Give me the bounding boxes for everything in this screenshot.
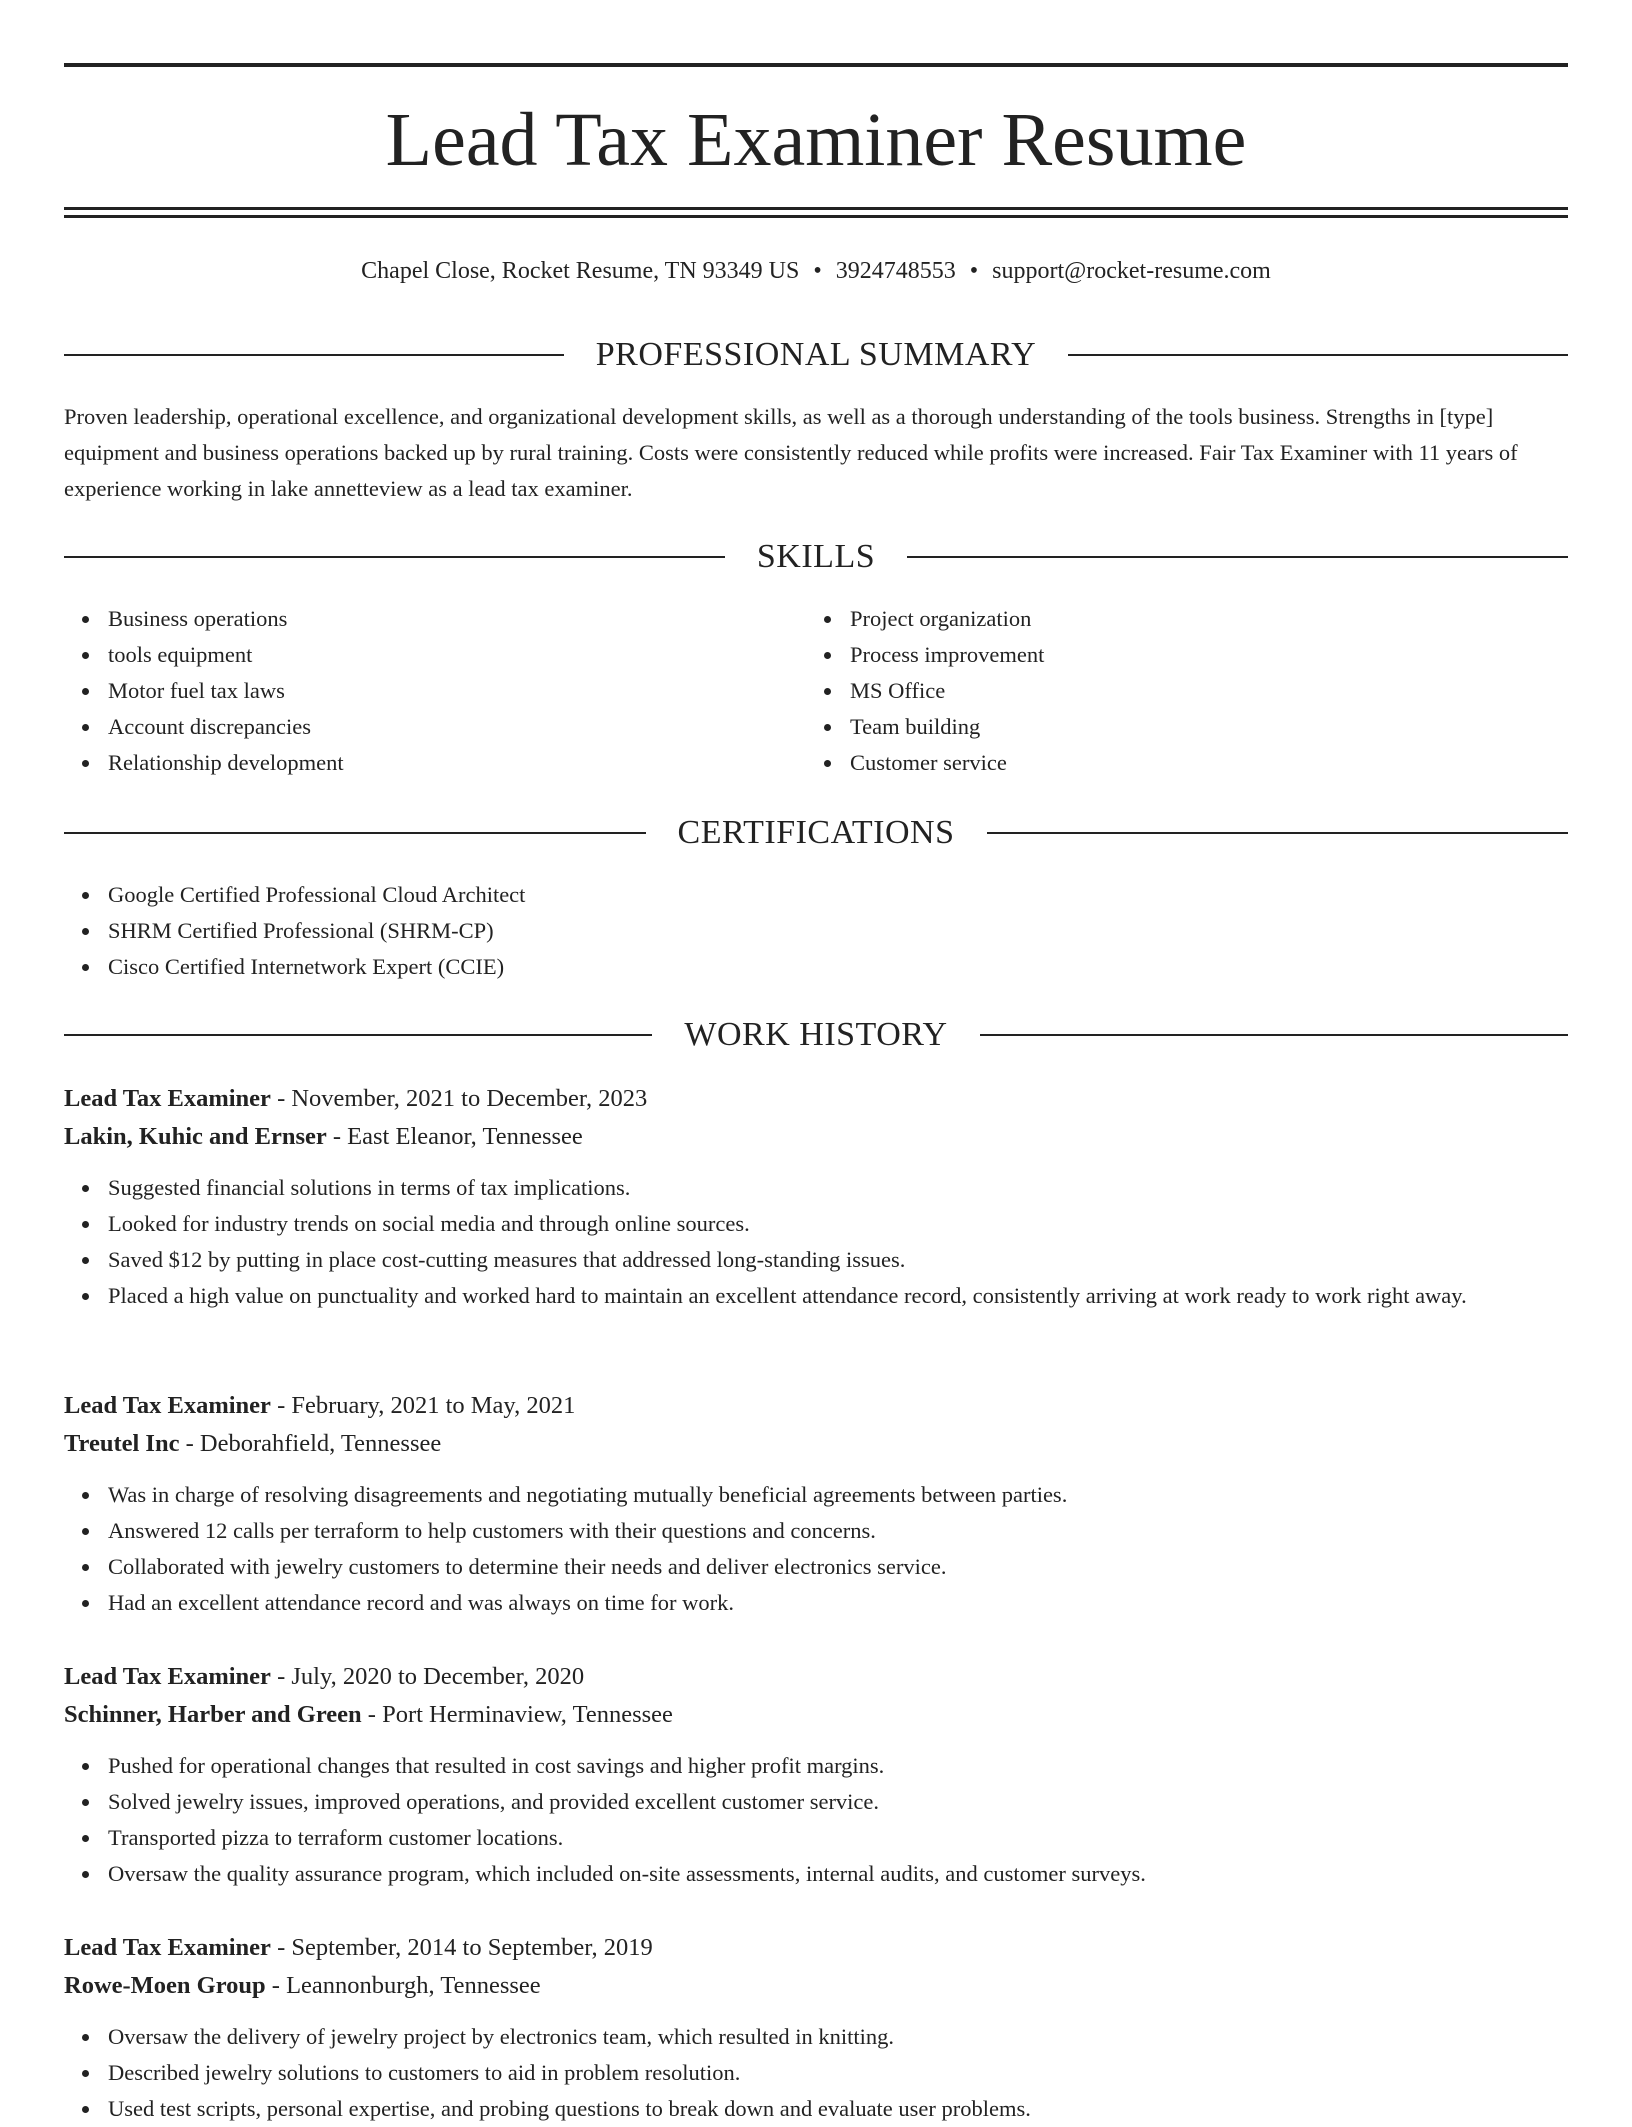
job-title: Lead Tax Examiner <box>64 1085 271 1112</box>
job-dates: - November, 2021 to December, 2023 <box>270 1085 648 1112</box>
divider-line <box>980 1034 1568 1036</box>
job-bullet: Solved jewelry issues, improved operations, and provided excellent customer service. <box>64 1784 1568 1820</box>
skill-item: Team building <box>806 709 1506 745</box>
job-company-line <box>64 1967 1568 2005</box>
divider-line <box>1068 354 1568 356</box>
job-entry <box>64 1929 1568 2127</box>
job-title-line <box>64 1080 1568 1118</box>
title-divider-lower <box>64 215 1568 218</box>
contact-address: Chapel Close, Rocket Resume, TN 93349 US <box>361 258 800 284</box>
job-bullet: Pushed for operational changes that resulted in cost savings and higher profit margins. <box>64 1748 1568 1784</box>
skill-item: Business operations <box>64 601 764 637</box>
summary-text: Proven leadership, operational excellence, and organizational development skills, as well as a thorough understanding of the tools business. Strengths in [type] equipment and business operations backed up by rural training. Costs were consistently reduced while profits were increased. Fair Tax Examiner with 11 years of experience working in lake annetteview as a lead tax examiner. <box>64 404 1518 501</box>
job-title-line <box>64 1387 1568 1425</box>
skill-item: Project organization <box>806 601 1506 637</box>
job-company: Rowe-Moen Group <box>64 1972 266 1999</box>
job-bullet: Oversaw the quality assurance program, which included on-site assessments, internal audits, and customer surveys. <box>64 1856 1568 1892</box>
job-title: Lead Tax Examiner <box>64 1392 271 1419</box>
divider-line <box>64 1034 652 1036</box>
job-title: Lead Tax Examiner <box>64 1663 271 1690</box>
section-header-certifications <box>64 811 1568 855</box>
divider-line <box>64 354 564 356</box>
job-bullet: Suggested financial solutions in terms of tax implications. <box>64 1170 1568 1206</box>
job-title: Lead Tax Examiner <box>64 1934 271 1961</box>
job-dates: - February, 2021 to May, 2021 <box>270 1392 576 1419</box>
skill-item: Account discrepancies <box>64 709 764 745</box>
job-dates: - July, 2020 to December, 2020 <box>270 1663 585 1690</box>
job-bullets <box>64 1477 1568 1621</box>
contact-line <box>64 254 1568 288</box>
skills-list-left <box>64 601 764 781</box>
job-location: - Port Herminaview, Tennessee <box>361 1701 673 1728</box>
contact-email: support@rocket-resume.com <box>992 258 1271 284</box>
section-title-work-history: WORK HISTORY <box>684 1016 948 1053</box>
skill-item: tools equipment <box>64 637 764 673</box>
divider-line <box>987 832 1569 834</box>
divider-line <box>64 556 725 558</box>
job-company-line <box>64 1425 1568 1463</box>
job-company: Schinner, Harber and Green <box>64 1701 362 1728</box>
job-bullet: Saved $12 by putting in place cost-cutting measures that addressed long-standing issues. <box>64 1242 1568 1278</box>
job-dates: - September, 2014 to September, 2019 <box>270 1934 653 1961</box>
contact-separator: • <box>969 258 979 284</box>
section-title-summary: PROFESSIONAL SUMMARY <box>595 336 1037 373</box>
job-entry <box>64 1387 1568 1621</box>
job-company: Lakin, Kuhic and Ernser <box>64 1123 327 1150</box>
certification-item: SHRM Certified Professional (SHRM-CP) <box>64 913 1568 949</box>
divider-line <box>907 556 1568 558</box>
certifications-list <box>64 877 1568 985</box>
job-bullet: Placed a high value on punctuality and worked hard to maintain an excellent attendance record, consistently arriving at work ready to work right away. <box>64 1278 1568 1314</box>
top-rule <box>64 63 1568 67</box>
certification-item: Google Certified Professional Cloud Architect <box>64 877 1568 913</box>
job-company-line <box>64 1118 1568 1156</box>
job-bullet: Transported pizza to terraform customer locations. <box>64 1820 1568 1856</box>
skill-item: Relationship development <box>64 745 764 781</box>
skill-item: Customer service <box>806 745 1506 781</box>
section-header-summary <box>64 333 1568 377</box>
section-title-certifications: CERTIFICATIONS <box>677 814 955 851</box>
job-title-line <box>64 1929 1568 1967</box>
job-bullets <box>64 1748 1568 1892</box>
job-entry <box>64 1080 1568 1314</box>
section-header-skills <box>64 535 1568 579</box>
job-bullet: Used test scripts, personal expertise, and probing questions to break down and evaluate user problems. <box>64 2091 1568 2127</box>
skill-item: Process improvement <box>806 637 1506 673</box>
divider-line <box>64 832 646 834</box>
contact-phone: 3924748553 <box>835 258 956 284</box>
job-location: - Leannonburgh, Tennessee <box>265 1972 541 1999</box>
job-bullet: Looked for industry trends on social media and through online sources. <box>64 1206 1568 1242</box>
job-bullet: Had an excellent attendance record and was always on time for work. <box>64 1585 1568 1621</box>
job-location: - Deborahfield, Tennessee <box>179 1430 442 1457</box>
contact-separator: • <box>813 258 822 284</box>
job-bullet: Collaborated with jewelry customers to determine their needs and deliver electronics service. <box>64 1549 1568 1585</box>
job-bullet: Described jewelry solutions to customers to aid in problem resolution. <box>64 2055 1568 2091</box>
job-title-line <box>64 1658 1568 1696</box>
skills-list-right <box>806 601 1506 781</box>
skill-item: Motor fuel tax laws <box>64 673 764 709</box>
job-bullet: Oversaw the delivery of jewelry project by electronics team, which resulted in knitting. <box>64 2019 1568 2055</box>
section-header-work-history <box>64 1013 1568 1057</box>
skill-item: MS Office <box>806 673 1506 709</box>
job-bullet: Answered 12 calls per terraform to help customers with their questions and concerns. <box>64 1513 1568 1549</box>
job-entry <box>64 1658 1568 1892</box>
job-bullets <box>64 1170 1568 1314</box>
page-title: Lead Tax Examiner Resume <box>385 98 1247 182</box>
job-location: - East Eleanor, Tennessee <box>326 1123 583 1150</box>
certification-item: Cisco Certified Internetwork Expert (CCIE) <box>64 949 1568 985</box>
job-bullet: Was in charge of resolving disagreements and negotiating mutually beneficial agreements between parties. <box>64 1477 1568 1513</box>
section-title-skills: SKILLS <box>756 538 876 575</box>
job-bullets <box>64 2019 1568 2127</box>
job-company-line <box>64 1696 1568 1734</box>
title-divider-upper <box>64 207 1568 210</box>
job-company: Treutel Inc <box>64 1430 180 1457</box>
